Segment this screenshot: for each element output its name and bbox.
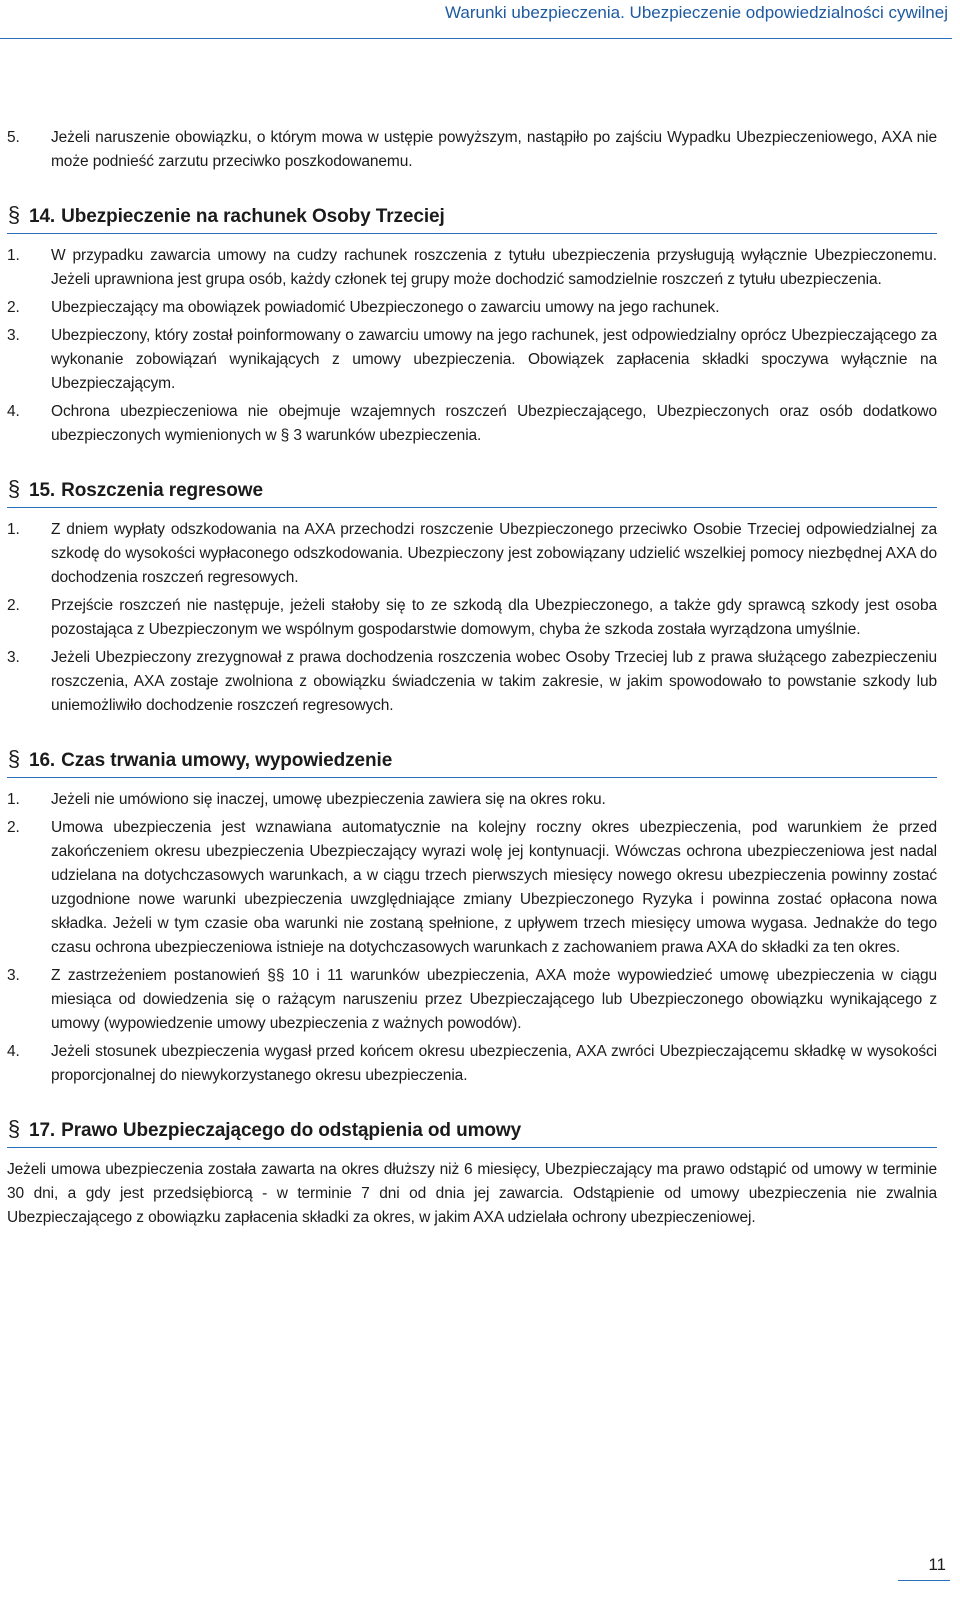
item-text: W przypadku zawarcia umowy na cudzy rachunek roszczenia z tytułu ubezpieczenia przysługują wyłącznie Ubezpieczonemu. Jeżeli uprawniona jest grupa osób, każdy członek tej grupy może dochodzić samodzielnie roszczeń z tytułu ubezpieczenia.	[51, 247, 937, 288]
section-sign-icon: §	[7, 202, 21, 227]
section-number: 17.	[29, 1120, 56, 1141]
item-number: 3.	[7, 649, 20, 666]
running-header	[0, 0, 948, 38]
item-text: Z zastrzeżeniem postanowień §§ 10 i 11 warunków ubezpieczenia, AXA może wypowiedzieć umowę ubezpieczenia w ciągu miesiąca od dowiedzenia się o rażącym naruszeniu przez Ubezpieczającego lub Ubezpieczonego obowiązku wynikającego z umowy (wypowiedzenie umowy ubezpieczenia z ważnych powodów).	[51, 967, 937, 1032]
item-number: 4.	[7, 403, 20, 420]
page-number: 11	[928, 1555, 946, 1574]
list-item	[7, 594, 937, 642]
list-item	[7, 244, 937, 292]
list-item	[7, 964, 937, 1036]
section-sign-icon: §	[7, 476, 21, 501]
section-15	[7, 476, 937, 718]
document-body	[7, 126, 937, 1230]
item-number: 2.	[7, 597, 20, 614]
item-text: Umowa ubezpieczenia jest wznawiana automatycznie na kolejny roczny okres ubezpieczenia, pod warunkiem że przed zakończeniem okresu ubezpieczenia Ubezpieczający wyrazi wolę jej kontynuacji. Wówczas ochrona ubezpieczeniowa jest nadal udzielana na dotychczasowych warunkach, a w ciągu trzech pierwszych miesięcy nowego okresu ubezpieczenia powinny zostać uzgodnione nowe warunki ubezpieczenia uwzględniające zmiany Ubezpieczonego Ryzyka i powinna zostać opłacona nowa składka. Jeżeli w tym czasie oba warunki nie zostaną spełnione, z upływem trzech miesięcy umowa wygasa. Jednakże do tego czasu ochrona ubezpieczeniowa istnieje na dotychczasowych warunkach z zachowaniem prawa AXA do składki za ten okres.	[51, 819, 937, 956]
section-heading	[7, 202, 937, 234]
list-item	[7, 788, 937, 812]
section-heading	[7, 1116, 937, 1148]
list-item	[7, 324, 937, 396]
item-text: Jeżeli nie umówiono się inaczej, umowę ubezpieczenia zawiera się na okres roku.	[51, 791, 606, 808]
item-text: Ochrona ubezpieczeniowa nie obejmuje wzajemnych roszczeń Ubezpieczającego, Ubezpieczonych oraz osób dodatkowo ubezpieczonych wymienionych w § 3 warunków ubezpieczenia.	[51, 403, 937, 444]
section-17	[7, 1116, 937, 1230]
item-text: Jeżeli Ubezpieczony zrezygnował z prawa dochodzenia roszczenia wobec Osoby Trzeciej lub z prawa służącego zabezpieczeniu roszczenia, AXA zostaje zwolniona z obowiązku świadczenia w takim zakresie, w jakim spowodowało to powstanie szkody lub uniemożliwiło dochodzenie roszczeń regresowych.	[51, 649, 937, 714]
item-number: 2.	[7, 819, 20, 836]
header-divider	[0, 38, 952, 39]
page-number-underline	[898, 1580, 950, 1582]
running-header-title: Warunki ubezpieczenia. Ubezpieczenie odpowiedzialności cywilnej	[444, 3, 948, 22]
item-number: 1.	[7, 247, 20, 264]
section-heading	[7, 746, 937, 778]
section-16	[7, 746, 937, 1088]
item-number: 3.	[7, 327, 20, 344]
list-item	[7, 400, 937, 448]
item-text: Jeżeli stosunek ubezpieczenia wygasł przed końcem okresu ubezpieczenia, AXA zwróci Ubezpieczającemu składkę w wysokości proporcjonalnej do niewykorzystanego okresu ubezpieczenia.	[51, 1043, 937, 1084]
section-title: Czas trwania umowy, wypowiedzenie	[61, 750, 393, 771]
section-number: 15.	[29, 480, 56, 501]
section-number: 16.	[29, 750, 56, 771]
item-text: Jeżeli naruszenie obowiązku, o którym mowa w ustępie powyższym, nastąpiło po zajściu Wypadku Ubezpieczeniowego, AXA nie może podnieść zarzutu przeciwko poszkodowanemu.	[51, 129, 937, 170]
list-item	[7, 816, 937, 960]
list-item	[7, 1040, 937, 1088]
item-text: Przejście roszczeń nie następuje, jeżeli stałoby się to ze szkodą dla Ubezpieczonego, a także gdy sprawcą szkody jest osoba pozostająca z Ubezpieczonym we wspólnym gospodarstwie domowym, chyba że szkoda została wyrządzona umyślnie.	[51, 597, 937, 638]
item-number: 5.	[7, 129, 20, 146]
section-title: Roszczenia regresowe	[61, 480, 263, 501]
section-number: 14.	[29, 206, 56, 227]
section-title: Prawo Ubezpieczającego do odstąpienia od umowy	[61, 1120, 522, 1141]
item-number: 1.	[7, 521, 20, 538]
paragraph: Jeżeli umowa ubezpieczenia została zawarta na okres dłuższy niż 6 miesięcy, Ubezpieczający ma prawo odstąpić od umowy w terminie 30 dni, a gdy jest przedsiębiorcą - w terminie 7 dni od dnia jej zawarcia. Odstąpienie od umowy ubezpieczenia nie zwalnia Ubezpieczającego z obowiązku zapłacenia składki za okres, w jakim AXA udzielała ochrony ubezpieczeniowej.	[7, 1161, 937, 1226]
item-text: Ubezpieczający ma obowiązek powiadomić Ubezpieczonego o zawarciu umowy na jego rachunek.	[51, 299, 720, 316]
item-number: 3.	[7, 967, 20, 984]
list-item	[7, 126, 937, 174]
item-number: 1.	[7, 791, 20, 808]
section-14	[7, 202, 937, 448]
section-title: Ubezpieczenie na rachunek Osoby Trzeciej	[61, 206, 445, 227]
list-item	[7, 646, 937, 718]
item-number: 4.	[7, 1043, 20, 1060]
item-text: Ubezpieczony, który został poinformowany o zawarciu umowy na jego rachunek, jest odpowiedzialny oprócz Ubezpieczającego za wykonanie zobowiązań wynikających z umowy ubezpieczenia. Obowiązek zapłacenia składki spoczywa wyłącznie na Ubezpieczającym.	[51, 327, 937, 392]
list-item	[7, 296, 937, 320]
section-sign-icon: §	[7, 746, 21, 771]
item-number: 2.	[7, 299, 20, 316]
item-text: Z dniem wypłaty odszkodowania na AXA przechodzi roszczenie Ubezpieczonego przeciwko Osobie Trzeciej odpowiedzialnej za szkodę do wysokości wypłaconego odszkodowania. Ubezpieczony jest zobowiązany udzielić wszelkiej pomocy niezbędnej AXA do dochodzenia roszczeń regresowych.	[51, 521, 937, 586]
section-sign-icon: §	[7, 1116, 21, 1141]
section-heading	[7, 476, 937, 508]
list-item	[7, 518, 937, 590]
